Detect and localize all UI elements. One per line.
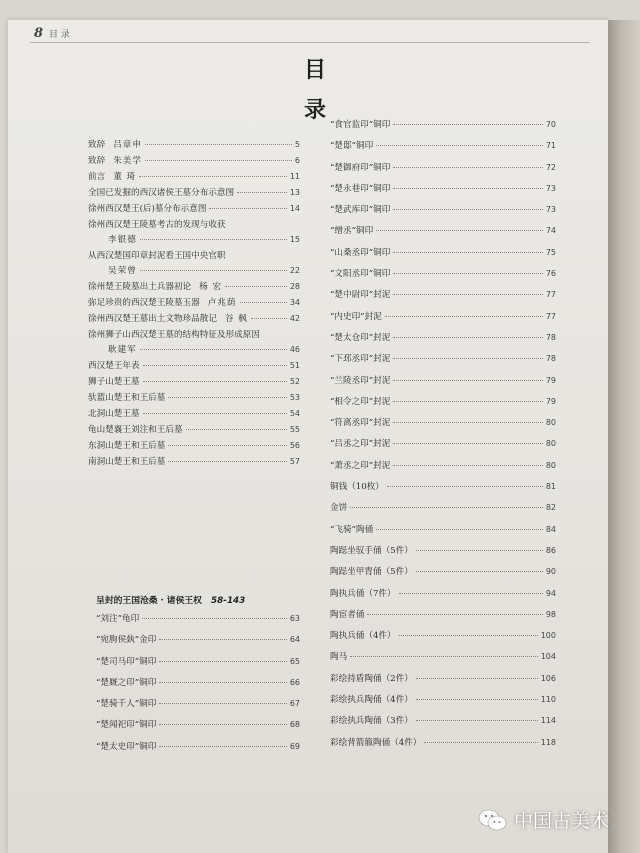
toc-entry (88, 138, 300, 154)
section-heading (96, 593, 245, 606)
toc-entry (96, 676, 300, 697)
toc-entry (88, 391, 300, 407)
toc-entry-title: 陶执兵俑（4件） (330, 631, 396, 642)
toc-entry-page: 71 (545, 141, 556, 151)
toc-entry-title: “楚太史印”铜印 (96, 741, 157, 752)
toc-entry-title: “吕丞之印”封泥 (330, 439, 391, 450)
toc-entry-page: 73 (545, 205, 556, 215)
toc-entry-author: 董 琦 (113, 172, 137, 182)
toc-entry-title: 致辞 (88, 140, 106, 150)
dot-leader (159, 682, 286, 683)
toc-entry (88, 439, 300, 455)
toc-entry-page: 11 (289, 172, 300, 181)
dot-leader (399, 593, 543, 594)
toc-entry (330, 650, 556, 671)
toc-entry (88, 375, 300, 391)
toc-section-column (96, 612, 300, 761)
toc-entry-title: “楚闻祀印”铜印 (96, 720, 157, 731)
toc-entry (96, 740, 300, 761)
dot-leader (159, 661, 286, 662)
toc-entry (330, 459, 556, 480)
dot-leader (393, 124, 542, 125)
toc-entry-page: 70 (545, 120, 556, 129)
dot-leader (376, 145, 543, 146)
toc-entry-title: 陶马 (330, 652, 348, 663)
toc-entry-page: 110 (540, 695, 556, 705)
toc-entry (88, 407, 300, 423)
toc-entry-title: “食官监印”铜印 (330, 120, 391, 130)
toc-entry-title: “楚武库印”铜印 (330, 205, 391, 216)
toc-entry (88, 359, 300, 375)
toc-entry-page: 56 (289, 441, 300, 450)
toc-entry (88, 249, 300, 280)
toc-entry-title: 弥足珍贵的西汉楚王陵墓玉器 (88, 298, 200, 308)
dot-leader (424, 742, 537, 743)
toc-entry-title: “楚中尉印”封泥 (330, 290, 391, 301)
toc-entry (330, 395, 556, 416)
toc-entry-title: 前言 (88, 172, 106, 182)
dot-leader (186, 429, 287, 430)
dot-leader (139, 176, 287, 177)
toc-entry (96, 612, 300, 633)
toc-entry-page: 98 (545, 609, 556, 619)
toc-entry-title: “内史印”封泥 (330, 311, 382, 322)
dot-leader (393, 209, 542, 210)
dot-leader (142, 618, 287, 619)
dot-leader (140, 270, 287, 271)
section-title: 呈封的王国沧桑 · 诸侯王权 (96, 596, 202, 606)
toc-entry-title: “楚御府印”铜印 (330, 162, 391, 173)
toc-entry (96, 718, 300, 739)
dot-leader (145, 160, 292, 161)
header-page-number: 8 (34, 26, 44, 41)
toc-entry (88, 170, 300, 186)
title-char-2: 录 (303, 97, 326, 123)
toc-entry-author: 卢兆荫 (207, 298, 237, 308)
toc-entry-title: 陶跽坐驭手俑（5件） (330, 545, 413, 556)
dot-leader (143, 365, 287, 366)
toc-entry-page: 51 (289, 361, 300, 370)
dot-leader (393, 294, 542, 295)
toc-entry-page: 74 (545, 226, 556, 236)
toc-entry (330, 544, 556, 565)
toc-entry-title: “兰陵丞印”封泥 (330, 375, 391, 386)
dot-leader (143, 381, 287, 382)
toc-entry-page: 86 (545, 545, 556, 555)
toc-entry-author: 谷 枫 (224, 314, 248, 324)
toc-entry-page: 90 (545, 567, 556, 577)
toc-entry-title: “山桑丞印”铜印 (330, 247, 391, 258)
title-char-1: 目 (303, 57, 326, 83)
toc-entry (88, 312, 300, 328)
toc-entry-title: “下邳丞印”封泥 (330, 354, 391, 365)
toc-entry-title: 南洞山楚王和王后墓 (88, 457, 166, 467)
toc-entry-title: 铜钱（10枚） (330, 482, 384, 493)
dot-leader (393, 380, 542, 381)
toc-entry-page: 65 (289, 656, 300, 666)
toc-entry-title: “楚司马印”铜印 (96, 656, 157, 667)
dot-leader (393, 337, 542, 338)
toc-entry-title: 陶跽坐甲胄俑（5件） (330, 567, 413, 578)
toc-entry-page: 15 (289, 235, 300, 244)
toc-entry-title: 龟山楚襄王刘注和王后墓 (88, 425, 183, 435)
toc-entry-title: 陶宦者俑 (330, 609, 365, 620)
dot-leader (393, 273, 542, 274)
toc-entry-page: 28 (289, 282, 300, 291)
toc-entry-page: 75 (545, 247, 556, 257)
watermark-text: 中国古美术 (514, 810, 610, 832)
dot-leader (416, 699, 538, 700)
toc-entry-page: 106 (540, 673, 556, 683)
toc-entry-page: 52 (289, 377, 300, 386)
toc-entry (330, 224, 556, 245)
toc-entry (88, 296, 300, 312)
toc-entry (88, 186, 300, 202)
toc-entry (330, 416, 556, 437)
toc-entry-page: 72 (545, 162, 556, 172)
toc-entry-page: 57 (289, 457, 300, 466)
toc-entry-title: 徐州西汉楚王陵墓考古的发现与收获 (88, 220, 226, 230)
dot-leader (416, 550, 543, 551)
toc-entry-title: 致辞 (88, 156, 106, 166)
toc-entry-page: 76 (545, 269, 556, 279)
toc-entry-title: “萧丞之印”封泥 (330, 460, 391, 471)
toc-right-column (330, 118, 556, 757)
dot-leader (399, 635, 538, 636)
dot-leader (393, 443, 542, 444)
toc-entry-title: 从西汉楚国印章封泥看王国中央官职 (88, 251, 226, 261)
page-title (300, 50, 330, 130)
dot-leader (376, 230, 543, 231)
header-rule (30, 42, 590, 43)
toc-entry-title: 彩绘背箭箙陶俑（4件） (330, 737, 422, 748)
toc-entry-author: 杨 宏 (199, 282, 223, 292)
toc-entry (330, 480, 556, 501)
toc-entry-page: 79 (545, 375, 556, 385)
toc-entry-title: “飞骑”陶俑 (330, 524, 374, 535)
toc-entry-title: 徐州西汉楚王墓出土文物珍品散记 (88, 314, 217, 324)
toc-entry-page: 80 (545, 439, 556, 449)
dot-leader (240, 302, 287, 303)
toc-entry (330, 139, 556, 160)
toc-entry (330, 629, 556, 650)
toc-entry-page: 13 (289, 188, 300, 197)
dot-leader (393, 188, 542, 189)
toc-entry-title: “相令之印”封泥 (330, 396, 391, 407)
toc-entry-page: 63 (289, 614, 300, 623)
dot-leader (393, 401, 542, 402)
toc-entry-page: 6 (294, 156, 300, 165)
dot-leader (393, 422, 542, 423)
toc-entry-title: 金饼 (330, 503, 348, 514)
toc-entry-page: 66 (289, 677, 300, 687)
running-header (34, 26, 70, 41)
dot-leader (251, 318, 287, 319)
toc-entry-author: 朱美学 (113, 156, 142, 166)
toc-entry-page: 114 (540, 716, 556, 726)
dot-leader (393, 167, 542, 168)
toc-entry-author: 吴荣曾 (108, 266, 137, 276)
toc-entry (330, 714, 556, 735)
toc-entry (330, 310, 556, 331)
toc-entry-page: 73 (545, 183, 556, 193)
toc-entry-title: “缯丞”铜印 (330, 226, 374, 237)
toc-entry (330, 501, 556, 522)
toc-entry-page: 46 (289, 345, 300, 354)
toc-entry-title: “宛朐侯埶”金印 (96, 635, 157, 646)
toc-entry (330, 331, 556, 352)
dot-leader (225, 286, 287, 287)
toc-entry (88, 455, 300, 471)
toc-entry (96, 697, 300, 718)
toc-entry (88, 154, 300, 170)
toc-entry-title: 徐州楚王陵墓出土兵器初论 (88, 282, 192, 292)
toc-entry-page: 42 (289, 314, 300, 323)
toc-entry (330, 118, 556, 139)
toc-entry (88, 280, 300, 296)
dot-leader (209, 208, 286, 209)
toc-entry (330, 523, 556, 544)
toc-entry-page: 81 (545, 482, 556, 492)
toc-entry-page: 94 (545, 588, 556, 598)
toc-entry (330, 246, 556, 267)
toc-entry-page: 54 (289, 409, 300, 418)
dot-leader (159, 724, 286, 725)
toc-entry (96, 655, 300, 676)
toc-entry-page: 100 (540, 631, 556, 641)
toc-entry-page: 78 (545, 332, 556, 342)
toc-entry-page: 78 (545, 354, 556, 364)
toc-entry-title: 全国已发掘的西汉诸侯王墓分布示意图 (88, 188, 235, 198)
toc-entry-title: 东洞山楚王和王后墓 (88, 441, 166, 451)
toc-entry (88, 328, 300, 359)
wechat-icon (478, 808, 508, 832)
toc-entry (88, 202, 300, 218)
dot-leader (393, 252, 542, 253)
dot-leader (168, 445, 286, 446)
toc-entry-title: 彩绘执兵陶俑（3件） (330, 716, 413, 727)
book-spine (608, 20, 640, 853)
toc-entry (330, 587, 556, 608)
toc-entry-page: 77 (545, 290, 556, 300)
toc-entry-author: 耿建军 (108, 345, 137, 355)
toc-entry-title: “楚永巷印”铜印 (330, 183, 391, 194)
toc-entry (330, 672, 556, 693)
dot-leader (237, 192, 287, 193)
toc-entry (96, 633, 300, 654)
toc-entry-title: 彩绘持盾陶俑（2件） (330, 673, 413, 684)
toc-left-column (88, 138, 300, 471)
toc-entry-title: “刘注”龟印 (96, 614, 140, 624)
dot-leader (168, 461, 286, 462)
toc-entry-title: 狮子山楚王墓 (88, 377, 140, 387)
header-label: 目 录 (49, 30, 70, 40)
toc-entry-page: 118 (540, 737, 556, 747)
toc-entry-title: “楚太仓印”封泥 (330, 332, 391, 343)
toc-entry-page: 69 (289, 741, 300, 751)
toc-entry (88, 218, 300, 249)
toc-entry (330, 565, 556, 586)
toc-entry-title: 北洞山楚王墓 (88, 409, 140, 419)
toc-entry-page: 80 (545, 460, 556, 470)
toc-entry-title: 西汉楚王年表 (88, 361, 140, 371)
dot-leader (140, 349, 287, 350)
toc-entry-page: 55 (289, 425, 300, 434)
toc-entry-page: 14 (289, 204, 300, 213)
toc-entry-author: 李银德 (108, 235, 137, 245)
toc-entry-page: 64 (289, 635, 300, 645)
toc-entry (330, 161, 556, 182)
toc-entry (330, 352, 556, 373)
toc-entry (330, 203, 556, 224)
toc-entry-page: 22 (289, 266, 300, 275)
toc-entry (330, 374, 556, 395)
toc-entry-page: 77 (545, 311, 556, 321)
toc-entry (330, 182, 556, 203)
toc-entry-title: “楚骑千人”铜印 (96, 699, 157, 710)
dot-leader (159, 639, 286, 640)
toc-entry-page: 79 (545, 396, 556, 406)
dot-leader (416, 571, 543, 572)
toc-entry (330, 267, 556, 288)
dot-leader (145, 144, 292, 145)
dot-leader (367, 614, 542, 615)
dot-leader (350, 656, 538, 657)
toc-entry-page: 104 (540, 652, 556, 662)
toc-entry-title: “楚厩之印”铜印 (96, 677, 157, 688)
toc-entry-title: “文阳丞印”铜印 (330, 269, 391, 280)
toc-entry-title: 驮篮山楚王和王后墓 (88, 393, 166, 403)
toc-entry-title: 徐州狮子山西汉楚王墓的结构特征及形成原因 (88, 330, 260, 340)
toc-entry-title: 彩绘执兵陶俑（4件） (330, 695, 413, 706)
watermark (478, 806, 609, 833)
toc-entry (330, 288, 556, 309)
section-range: 58-143 (211, 596, 246, 606)
toc-entry-page: 53 (289, 393, 300, 402)
toc-entry (330, 437, 556, 458)
dot-leader (159, 703, 286, 704)
dot-leader (350, 507, 543, 508)
toc-entry-page: 82 (545, 503, 556, 513)
dot-leader (385, 316, 543, 317)
toc-entry-page: 68 (289, 720, 300, 730)
dot-leader (159, 746, 286, 747)
toc-entry-title: “符离丞印”封泥 (330, 418, 391, 429)
toc-entry-author: 吕章申 (113, 140, 142, 150)
toc-entry-title: 徐州西汉楚王(后)墓分布示意图 (88, 204, 207, 214)
toc-entry-page: 80 (545, 418, 556, 428)
toc-entry-page: 67 (289, 699, 300, 709)
dot-leader (140, 239, 287, 240)
toc-entry (330, 736, 556, 757)
toc-entry-page: 34 (289, 298, 300, 307)
toc-entry-page: 5 (294, 140, 300, 149)
dot-leader (387, 486, 543, 487)
toc-entry (330, 693, 556, 714)
toc-entry-page: 84 (545, 524, 556, 534)
toc-entry-title: “楚邸”铜印 (330, 141, 374, 152)
dot-leader (393, 358, 542, 359)
toc-entry (88, 423, 300, 439)
dot-leader (168, 397, 286, 398)
dot-leader (143, 413, 287, 414)
dot-leader (416, 720, 538, 721)
dot-leader (393, 465, 542, 466)
dot-leader (416, 678, 538, 679)
dot-leader (376, 529, 543, 530)
toc-entry-title: 陶执兵俑（7件） (330, 588, 396, 599)
toc-entry (330, 608, 556, 629)
